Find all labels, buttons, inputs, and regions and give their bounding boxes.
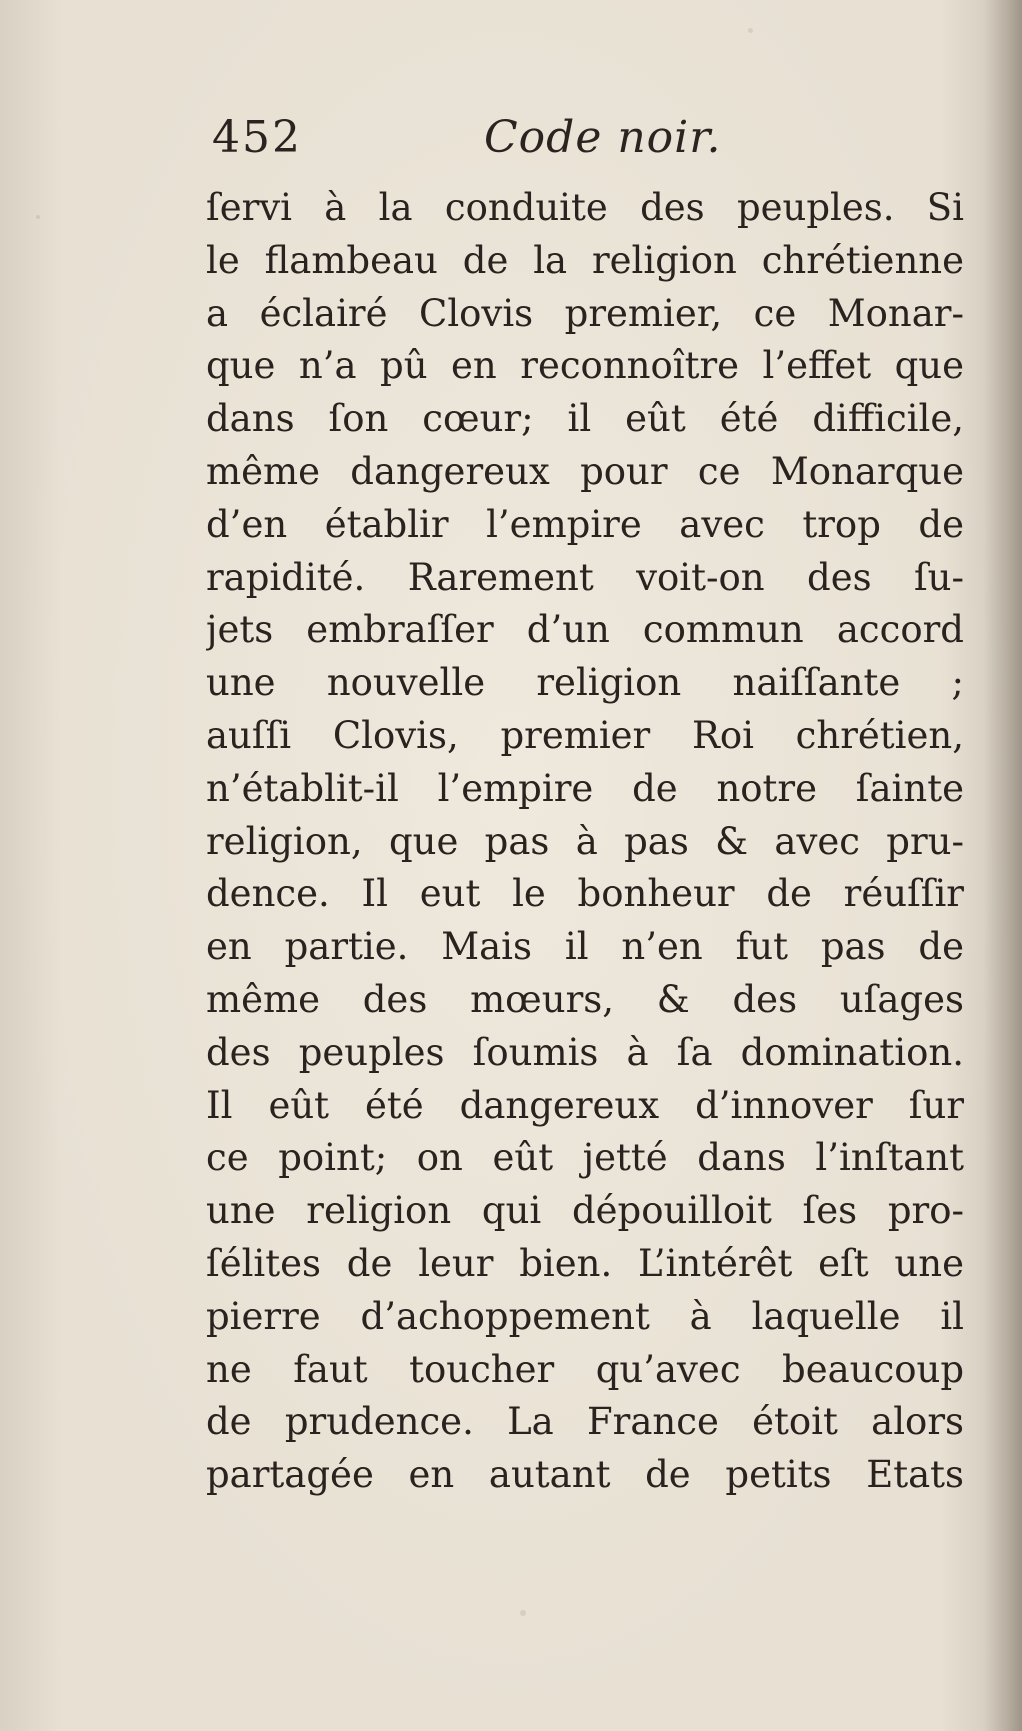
body-text: [206, 182, 964, 1502]
text-line: même des mœurs, & des uſages: [206, 977, 964, 1021]
text-line: a éclairé Clovis premier, ce Monar-: [206, 291, 964, 335]
page-edge-shadow: [984, 0, 1022, 1731]
text-line: en partie. Mais il n’en fut pas de: [206, 925, 964, 969]
page-header: [212, 112, 972, 176]
paper-stain: [748, 28, 753, 33]
text-line: une nouvelle religion naiſſante ;: [206, 661, 964, 705]
text-line: ſervi à la conduite des peuples. Si: [206, 186, 964, 229]
text-line: ce point; on eût jetté dans l’inſtant: [206, 1136, 964, 1180]
page-number: 452: [212, 112, 302, 163]
text-line: rapidité. Rarement voit-on des ſu-: [206, 555, 964, 599]
text-line: le flambeau de la religion chrétienne: [206, 238, 964, 282]
text-line: ne faut toucher qu’avec beaucoup: [206, 1347, 964, 1391]
text-line: auſſi Clovis, premier Roi chrétien,: [206, 713, 964, 757]
text-line: jets embraſſer d’un commun accord: [206, 608, 964, 652]
running-title: Code noir.: [484, 112, 722, 163]
paper-stain: [36, 215, 40, 219]
text-line: dans ſon cœur; il eût été difficile,: [206, 397, 964, 441]
text-line: une religion qui dépouilloit ſes pro-: [206, 1189, 964, 1233]
text-line: d’en établir l’empire avec trop de: [206, 502, 964, 546]
text-line: pierre d’achoppement à laquelle il: [206, 1294, 964, 1338]
text-line: de prudence. La France étoit alors: [206, 1400, 964, 1444]
text-line: même dangereux pour ce Monarque: [206, 449, 964, 493]
text-line: des peuples ſoumis à ſa domination.: [206, 1030, 964, 1074]
text-line: partagée en autant de petits Etats: [206, 1453, 964, 1497]
text-line: religion, que pas à pas & avec pru-: [206, 819, 964, 863]
text-line: que n’a pû en reconnoître l’effet que: [206, 344, 964, 388]
text-line: Il eût été dangereux d’innover ſur: [206, 1083, 964, 1127]
paper-stain: [520, 1610, 526, 1616]
text-line: ſélites de leur bien. L’intérêt eſt une: [206, 1241, 964, 1285]
text-line: dence. Il eut le bonheur de réuſſir: [206, 872, 964, 916]
text-line: n’établit-il l’empire de notre ſainte: [206, 766, 964, 810]
